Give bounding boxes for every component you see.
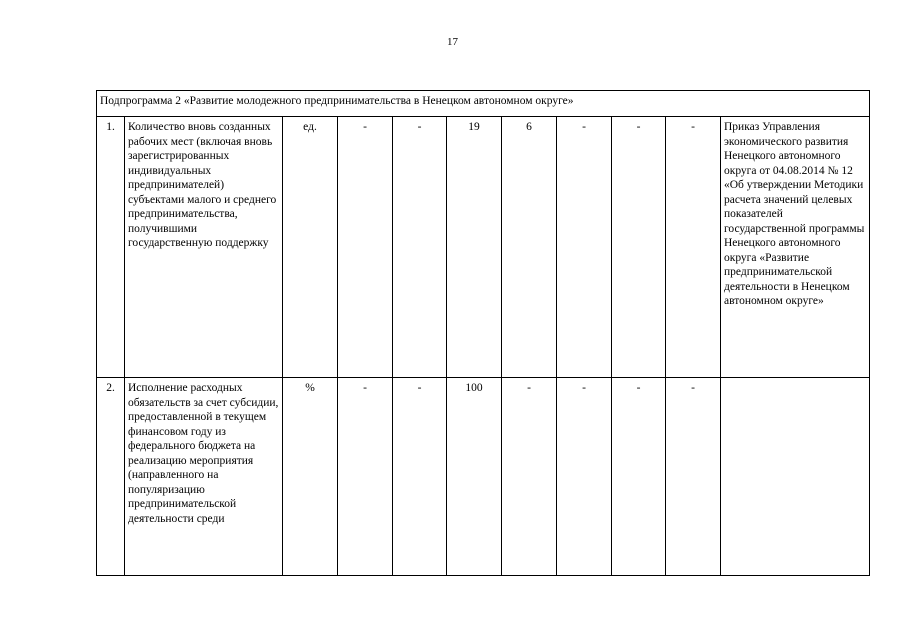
- source-document: [721, 378, 870, 576]
- value-cell: -: [612, 117, 666, 378]
- table-row: [97, 378, 870, 576]
- value-cell: -: [612, 378, 666, 576]
- indicator-name: Исполнение расходных обязательств за счет субсидии, предоставленной в текущем финансовом году из федерального бюджета на реализацию мероприятия (направленного на популяризацию предпринимательской деятельности среди: [125, 378, 283, 576]
- table-row: [97, 117, 870, 378]
- subprogram-title: Подпрограмма 2 «Развитие молодежного предпринимательства в Ненецком автономном округе»: [97, 91, 870, 117]
- value-cell: -: [666, 378, 721, 576]
- value-cell: -: [338, 378, 393, 576]
- unit-cell: %: [283, 378, 338, 576]
- value-cell: -: [393, 117, 447, 378]
- source-document: Приказ Управления экономического развития Ненецкого автономного округа от 04.08.2014 № 12 «Об утверждении Методики расчета значений целевых показателей государственной программы Ненецкого автономного округа «Развитие предпринимательской деятельности в Ненецком автономном округе»: [721, 117, 870, 378]
- value-cell: 100: [447, 378, 502, 576]
- value-cell: 6: [502, 117, 557, 378]
- indicator-name: Количество вновь созданных рабочих мест (включая вновь зарегистрированных индивидуальных предпринимателей) субъектами малого и среднего предпринимательства, получившими государственную поддержку: [125, 117, 283, 378]
- value-cell: -: [338, 117, 393, 378]
- value-cell: -: [502, 378, 557, 576]
- value-cell: 19: [447, 117, 502, 378]
- row-number: 1.: [97, 117, 125, 378]
- value-cell: -: [393, 378, 447, 576]
- value-cell: -: [557, 117, 612, 378]
- indicators-table: [96, 90, 870, 576]
- value-cell: -: [557, 378, 612, 576]
- row-number: 2.: [97, 378, 125, 576]
- value-cell: -: [666, 117, 721, 378]
- unit-cell: ед.: [283, 117, 338, 378]
- page-number: 17: [447, 36, 458, 48]
